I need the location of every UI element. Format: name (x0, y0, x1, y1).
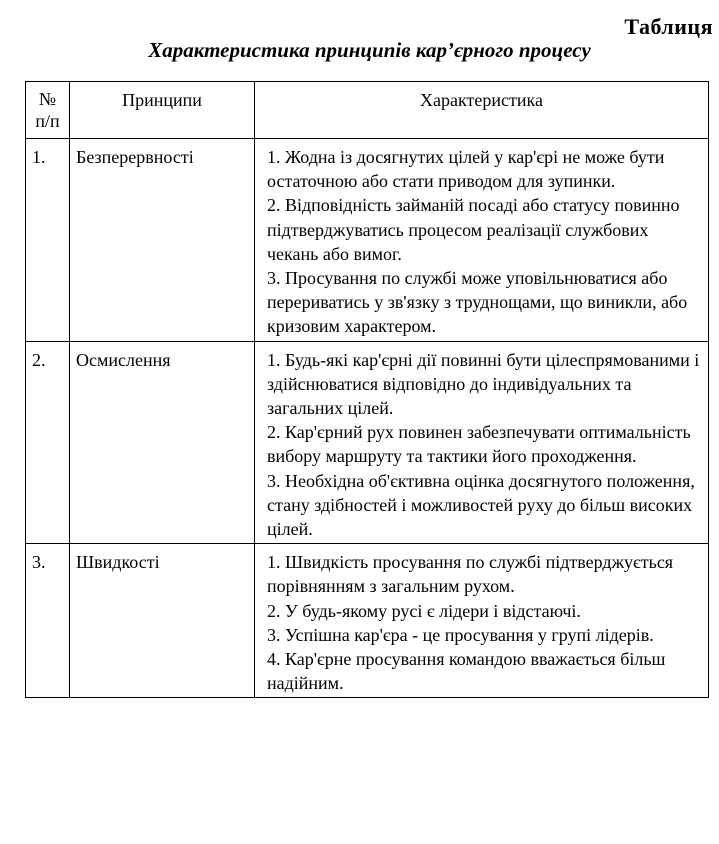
row-number: 3. (26, 544, 70, 698)
row-characteristic (255, 341, 709, 544)
row-number: 2. (26, 341, 70, 544)
characteristic-item: 3. Необхідна об'єктивна оцінка досягнутого положення, стану здібностей і можливостей руху до більш високих цілей. (267, 470, 695, 540)
table-label: Таблиця (624, 14, 713, 39)
table-title: Характеристика принципів кар’єрного процесу (148, 38, 591, 62)
characteristic-item: 3. Успішна кар'єра - це просування у групі лідерів. (267, 624, 654, 645)
table-row (26, 341, 709, 544)
characteristic-item: 1. Швидкість просування по службі підтверджується порівнянням з загальним рухом. (267, 552, 674, 597)
header-number-symbol: № (38, 89, 57, 109)
characteristic-item: 2. Відповідність займаній посаді або статусу повинно підтверджуватись процесом реалізації службових чекань або вимог. (267, 195, 680, 264)
characteristic-item: 2. У будь-якому русі є лідери і відстаючі. (267, 600, 581, 621)
row-principle: Осмислення (70, 341, 255, 544)
header-number-abbr: п/п (35, 111, 60, 131)
header-number (26, 82, 70, 139)
table-header-row (26, 82, 709, 139)
row-characteristic (255, 544, 709, 698)
table-row (26, 139, 709, 342)
row-characteristic (255, 139, 709, 342)
header-characteristic: Характеристика (255, 82, 709, 139)
row-number: 1. (26, 139, 70, 342)
characteristic-item: 3. Просування по службі може уповільнюватися або перериватись у зв'язку з труднощами, що виникли, або кризовим характером. (267, 268, 688, 337)
table-row (26, 544, 709, 698)
row-principle: Безперервності (70, 139, 255, 342)
row-principle: Швидкості (70, 544, 255, 698)
principles-table (25, 81, 709, 698)
characteristic-item: 4. Кар'єрне просування командою вважається більш надійним. (267, 649, 666, 694)
characteristic-item: 1. Жодна із досягнутих цілей у кар'єрі не може бути остаточною або стати приводом для зупинки. (267, 147, 665, 192)
characteristic-item: 1. Будь-які кар'єрні дії повинні бути цілеспрямованими і здійснюватися відповідно до індивідуальних та загальних цілей. (267, 349, 700, 419)
header-principles: Принципи (70, 82, 255, 139)
characteristic-item: 2. Кар'єрний рух повинен забезпечувати оптимальність вибору маршруту та тактики його проходження. (267, 422, 691, 467)
